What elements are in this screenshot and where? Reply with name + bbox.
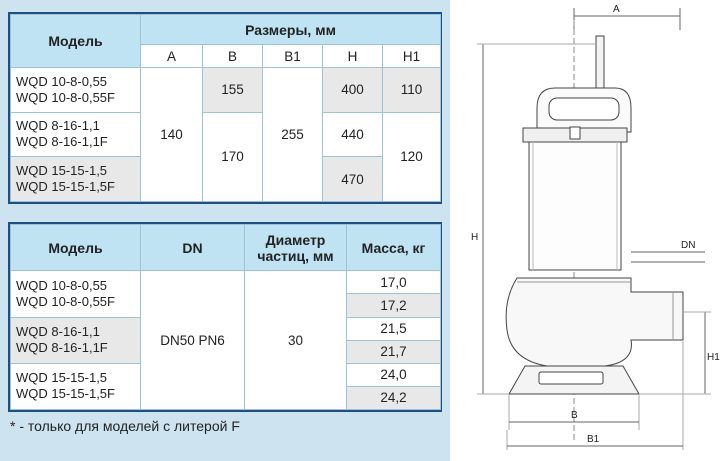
header-h1: H1 <box>383 45 441 67</box>
cell-mass: 24,0 <box>347 363 441 386</box>
header-dn: DN <box>141 225 245 271</box>
mass-table <box>8 222 442 412</box>
table-row-model: WQD 10-8-0,55 WQD 10-8-0,55F <box>11 271 141 317</box>
cell-b-rest: 170 <box>203 112 263 201</box>
label-a: A <box>613 4 620 15</box>
table-row-model: WQD 15-15-1,5 WQD 15-15-1,5F <box>11 157 141 202</box>
cell-b1: 255 <box>263 67 323 201</box>
label-h1: H1 <box>707 352 720 363</box>
cell-h1-first: 110 <box>383 67 441 112</box>
header-dimensions: Размеры, мм <box>141 15 441 45</box>
header-model: Модель <box>11 225 141 271</box>
dimensions-table <box>8 12 442 204</box>
cell-particles: 30 <box>245 271 347 410</box>
cell-a: 140 <box>141 67 203 201</box>
cell-mass: 17,0 <box>347 271 441 294</box>
header-model: Модель <box>11 15 141 68</box>
cell-mass: 21,7 <box>347 340 441 363</box>
table-row-model: WQD 15-15-1,5 WQD 15-15-1,5F <box>11 363 141 409</box>
header-b: B <box>203 45 263 67</box>
cell-b-first: 155 <box>203 67 263 112</box>
footnote: * - только для моделей с литерой F <box>10 418 240 434</box>
cell-h-2: 440 <box>323 112 383 157</box>
cell-h-3: 470 <box>323 157 383 202</box>
table-row-model: WQD 10-8-0,55 WQD 10-8-0,55F <box>11 67 141 112</box>
label-dn: DN <box>681 240 696 251</box>
header-h: H <box>323 45 383 67</box>
cell-mass: 21,5 <box>347 317 441 340</box>
header-b1: B1 <box>263 45 323 67</box>
table-row-model: WQD 8-16-1,1 WQD 8-16-1,1F <box>11 317 141 363</box>
cell-dn: DN50 PN6 <box>141 271 245 410</box>
header-mass: Масса, кг <box>347 225 441 271</box>
label-h: H <box>471 232 479 243</box>
header-a: A <box>141 45 203 67</box>
label-b: B <box>571 410 578 421</box>
label-b1: B1 <box>587 434 600 445</box>
cell-h1-rest: 120 <box>383 112 441 201</box>
cell-h-1: 400 <box>323 67 383 112</box>
table-row-model: WQD 8-16-1,1 WQD 8-16-1,1F <box>11 112 141 157</box>
cell-mass: 24,2 <box>347 386 441 409</box>
header-particles: Диаметр частиц, мм <box>245 225 347 271</box>
pump-drawing <box>455 0 720 461</box>
cell-mass: 17,2 <box>347 294 441 317</box>
